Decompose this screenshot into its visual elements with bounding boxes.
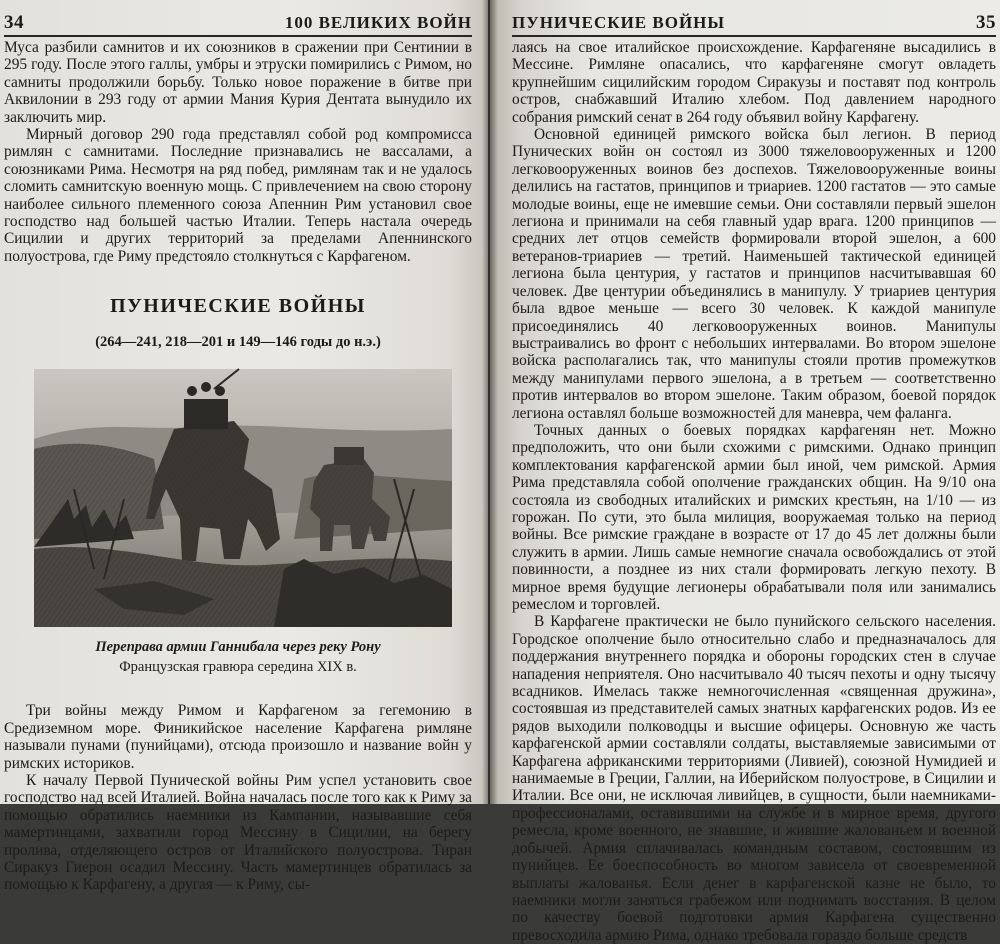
chapter-dates: (264—241, 218—201 и 149—146 годы до н.э.) <box>95 334 381 351</box>
image-credit: Французская гравюра середина XIX в. <box>119 659 357 676</box>
right-page <box>490 0 1000 944</box>
right-paragraph-4: В Карфагене практически не было пунийского сельского населения. Городское ополчение было относительно слабо и предназначалось для поддержания внутреннего порядка и обороны городских стен в случае нападения неприятеля. Оно насчитывало 40 тысяч пехоты и одну тысячу всадников. Имелась также немногочисленная «священная дружина», состоявшая из представителей самых знатных карфагенских родов. Из ее рядов выходили полководцы и высшие офицеры. Основную же часть карфагенской армии составляли солдаты, выставляемые зависимыми от Карфагена африканскими территориями (Ливией), союзной Нумидией и нанимаемые в Греции, Галлии, на Иберийском полуострове, в Сицилии и Италии. Все они, не исключая ливийцев, в сущности, были наемниками-профессионалами, оставившими на службе и в мирное время, другого ремесла, кроме военного, не знавшие, и жившие жалованьем и военной добычей. Армия сплачивалась командным составом, состоявшим из пунийцев. Ее боеспособность во многом зависела от своевременной выплаты жалованья. Если денег в карфагенской казне не было, то наемники могли заняться грабежом или поднимать восстания. В целом по качеству боевой подготовки армия Карфагена существенно превосходила армию Рима, однако требовала гораздо больше средств <box>512 613 996 944</box>
left-intro-paragraph-2: Мирный договор 290 года представлял собой род компромисса римлян с самнитами. Последние признавались не вассалами, а союзниками Рима. Несмотря на ряд побед, римлянам так и не удалось сломить самнитскую военную мощь. С привлечением на свою сторону наиболее сильного племенного союза Апеннин Рим установил свое господство над большей частью Италии. Теперь настала очередь Сицилии и других территорий за пределами Апеннинского полуострова, где Риму предстояло столкнуться с Карфагеном. <box>4 126 472 265</box>
left-running-title: 100 ВЕЛИКИХ ВОЙН <box>284 13 472 32</box>
book-gutter <box>482 0 498 804</box>
engraving-illustration-art <box>34 369 452 627</box>
right-paragraph-1: лаясь на свое италийское происхождение. Карфагеняне высадились в Мессине. Римляне опасались, что карфагеняне смогут овладеть крупнейшим сицилийским городом Сиракузы и поставят под контроль остров, снабжавший Италию хлебом. Под давлением народного собрания римский сенат в 264 году объявил войну Карфагену. <box>512 39 996 126</box>
right-paragraph-3: Точных данных о боевых порядках карфагенян нет. Можно предположить, что они были схожими с римскими. Однако принцип комплектования карфагенской армии был иной, чем римской. Армия Рима представляла собой ополчение гражданских общин. На 9/10 она состояла из свободных италийских и римских крестьян, на 1/10 — из горожан. По сути, это была милиция, вооружаемая только на период войны. Все римские граждане в возрасте от 17 до 45 лет должны были служить в армии. Лишь самые немногие сначала освобождались от этой повинности, а позднее из них стали формировать легкую пехоту. В мирное время будущие легионеры обрабатывали поля или занимались ремеслом и торговлей. <box>512 421 996 613</box>
chapter-title: ПУНИЧЕСКИЕ ВОЙНЫ <box>110 295 366 318</box>
engraving-illustration <box>34 369 452 627</box>
left-body-paragraph-1: Три войны между Римом и Карфагеном за гегемонию в Средиземном море. Финикийское население Карфагена римляне называли пунами (пунийцами), отсюда произошло и название войн у римских историков. <box>4 702 472 772</box>
left-intro-paragraph-1: Муса разбили самнитов и их союзников в сражении при Сентинии в 295 году. После этого галлы, умбры и этруски помирились с Римом, но самниты продолжили борьбу. Только новое поражение в битве при Аквилонии в 293 году от армии Мания Курия Дентата вынудило их заключить мир. <box>4 39 472 126</box>
image-caption: Переправа армии Ганнибала через реку Рону <box>95 639 381 656</box>
left-page-number: 34 <box>4 12 24 33</box>
left-body-paragraph-2: К началу Первой Пунической войны Рим успел установить свое господство над всей Италией. Война началась после того как к Риму за помощью обратились наемники из Кампании, называвшие себя мамертинцами, захватили город Мессину в Сицилии, на берегу пролива, отделяющего остров от Италийского полуострова. Тиран Сиракуз Гиерон осадил Мессину. Часть мамертинцев обратилась за помощью к Карфагену, а другая — к Риму, сы- <box>4 771 472 894</box>
right-running-head <box>512 12 996 37</box>
left-running-head <box>4 12 472 37</box>
right-paragraph-2: Основной единицей римского войска был легион. В период Пунических войн он состоял из 3000 тяжеловооруженных и 1200 легковооруженных воинов без доспехов. Тяжеловооруженные воины делились на гастатов, принципов и триариев. 1200 гастатов — это самые молодые воины, еще не имевшие семьи. Они составляли первый эшелон легиона и принимали на себя главный удар врага. 1200 принципов — средних лет отцов семейств формировали второй эшелон, а 600 ветеранов-триариев — третий. Наименьшей тактической единицей легиона была центурия, у гастатов и принципов насчитывавшая 60 человек. Две центурии объединялись в манипулу. У триариев центурия была вдвое меньше — всего 30 человек. К каждой манипуле присоединялись 40 легковооруженных воинов. Манипулы выстраивались во фронт с небольших интервалами. Во втором эшелоне войска располагались так, что манипулы стояли против промежутков между манипулами первого эшелона, а в третьем — соответственно против интервалов во втором эшелоне. Таким образом, боевой порядок легиона оставлял больше возможностей для маневра, чем фаланга. <box>512 126 996 422</box>
right-page-number: 35 <box>976 12 996 33</box>
right-running-title: ПУНИЧЕСКИЕ ВОЙНЫ <box>512 13 726 32</box>
left-page <box>0 0 488 894</box>
